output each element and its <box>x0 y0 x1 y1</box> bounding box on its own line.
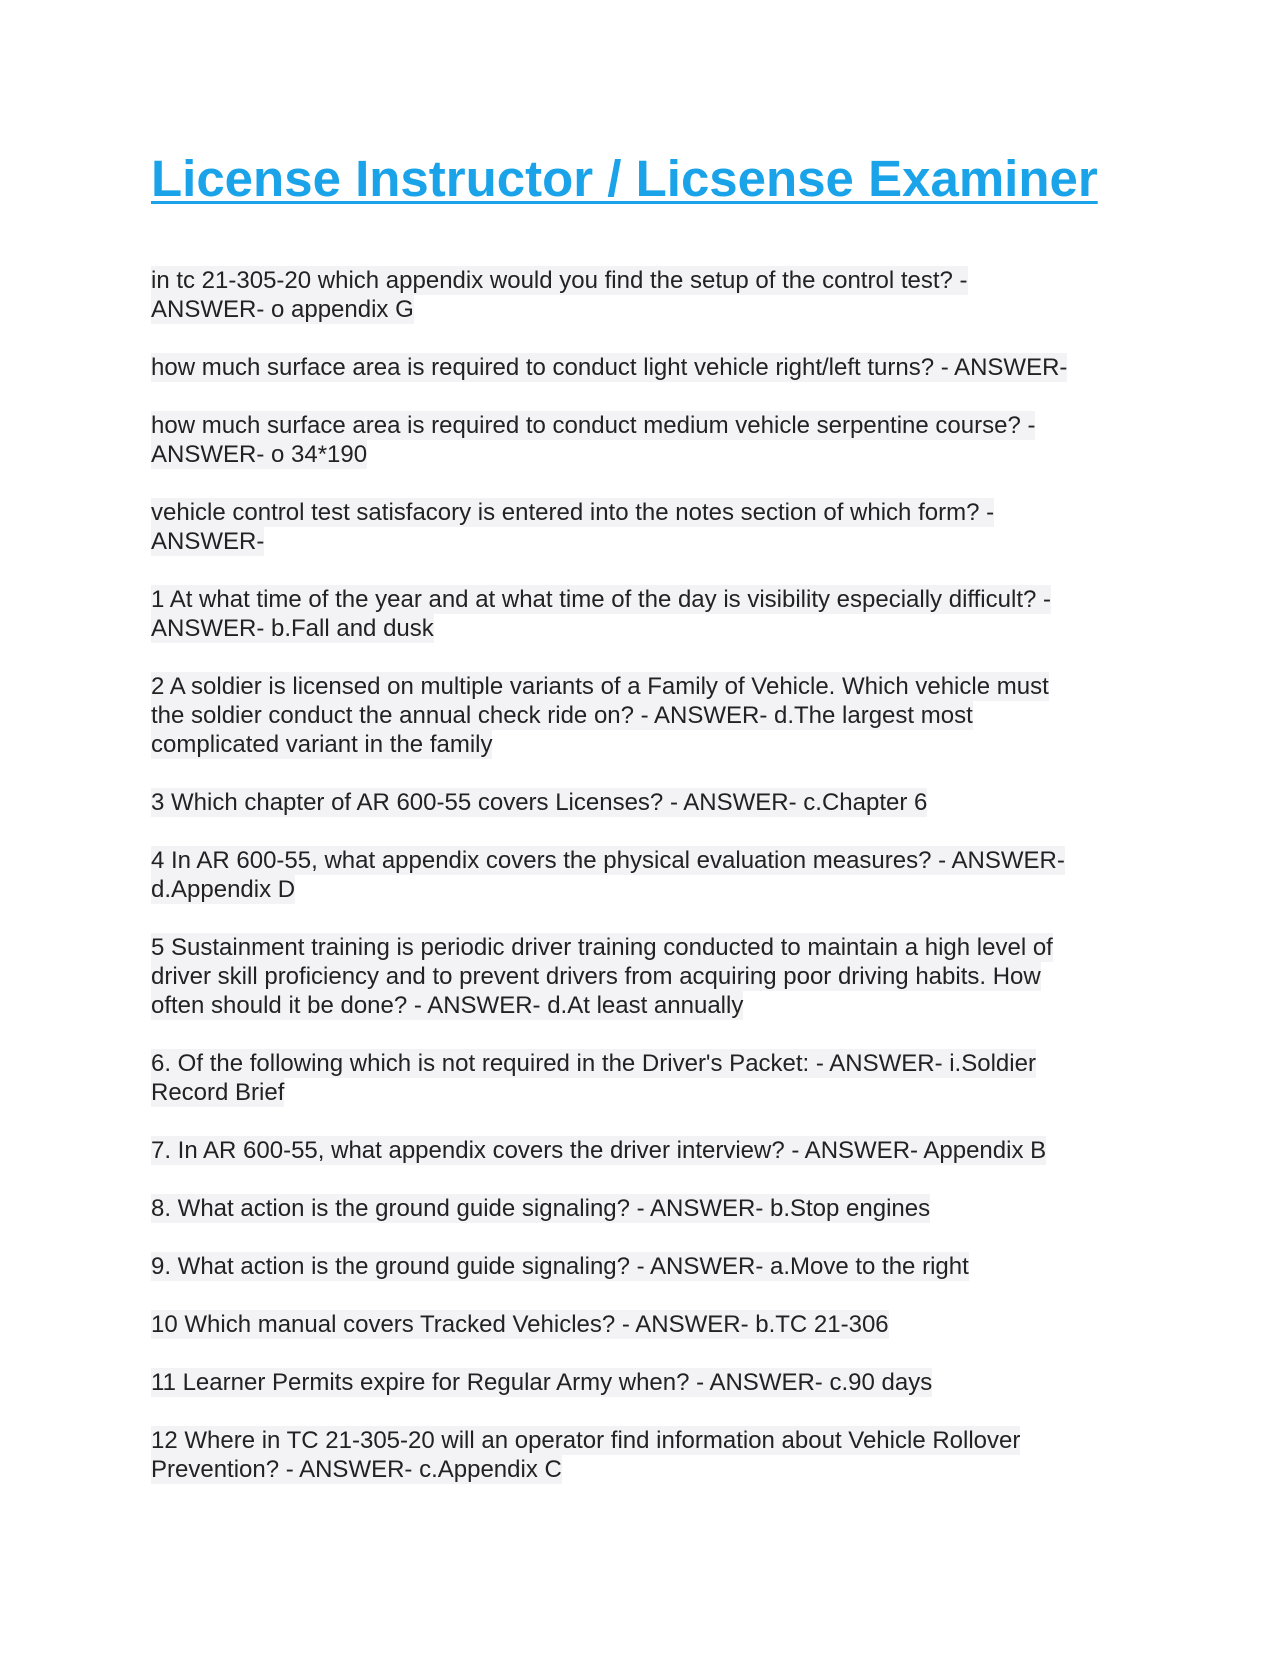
qa-line: how much surface area is required to conduct medium vehicle serpentine course? - <box>151 412 1036 439</box>
qa-line: 7. In AR 600-55, what appendix covers the driver interview? - ANSWER- Appendix B <box>151 1137 1047 1164</box>
qa-item <box>151 1426 1151 1484</box>
qa-item <box>151 1368 1151 1397</box>
qa-item <box>151 266 1151 324</box>
qa-line: ANSWER- o 34*190 <box>151 441 368 468</box>
qa-line: 3 Which chapter of AR 600-55 covers Licenses? - ANSWER- c.Chapter 6 <box>151 789 928 816</box>
qa-line: d.Appendix D <box>151 876 296 903</box>
qa-line: 6. Of the following which is not required in the Driver's Packet: - ANSWER- i.Soldier <box>151 1050 1036 1077</box>
qa-line: 2 A soldier is licensed on multiple variants of a Family of Vehicle. Which vehicle must <box>151 673 1049 700</box>
qa-line: ANSWER- <box>151 528 265 555</box>
qa-line: 10 Which manual covers Tracked Vehicles? - ANSWER- b.TC 21-306 <box>151 1311 889 1338</box>
qa-line: driver skill proficiency and to prevent drivers from acquiring poor driving habits. How <box>151 963 1041 990</box>
qa-line: 5 Sustainment training is periodic driver training conducted to maintain a high level of <box>151 934 1053 961</box>
qa-item <box>151 672 1151 759</box>
qa-line: ANSWER- b.Fall and dusk <box>151 615 434 642</box>
qa-list <box>151 266 1151 1513</box>
qa-item <box>151 1049 1151 1107</box>
qa-line: how much surface area is required to conduct light vehicle right/left turns? - ANSWER- <box>151 354 1068 381</box>
qa-item <box>151 1194 1151 1223</box>
qa-line: often should it be done? - ANSWER- d.At least annually <box>151 992 744 1019</box>
qa-line: complicated variant in the family <box>151 731 493 758</box>
qa-line: ANSWER- o appendix G <box>151 296 414 323</box>
qa-line: vehicle control test satisfacory is entered into the notes section of which form? - <box>151 499 995 526</box>
qa-item <box>151 1252 1151 1281</box>
qa-line: Record Brief <box>151 1079 285 1106</box>
qa-line: 1 At what time of the year and at what time of the day is visibility especially difficult? - <box>151 586 1051 613</box>
qa-item <box>151 1136 1151 1165</box>
qa-line: 12 Where in TC 21-305-20 will an operator find information about Vehicle Rollover <box>151 1427 1021 1454</box>
qa-line: 9. What action is the ground guide signaling? - ANSWER- a.Move to the right <box>151 1253 969 1280</box>
qa-item <box>151 585 1151 643</box>
qa-line: the soldier conduct the annual check ride on? - ANSWER- d.The largest most <box>151 702 973 729</box>
qa-item <box>151 411 1151 469</box>
document-title: License Instructor / Licsense Examiner <box>151 150 1098 207</box>
qa-item <box>151 846 1151 904</box>
qa-item <box>151 1310 1151 1339</box>
qa-line: 11 Learner Permits expire for Regular Army when? - ANSWER- c.90 days <box>151 1369 933 1396</box>
qa-item <box>151 933 1151 1020</box>
qa-line: in tc 21-305-20 which appendix would you find the setup of the control test? - <box>151 267 968 294</box>
qa-item <box>151 788 1151 817</box>
qa-line: 8. What action is the ground guide signaling? - ANSWER- b.Stop engines <box>151 1195 931 1222</box>
qa-line: 4 In AR 600-55, what appendix covers the physical evaluation measures? - ANSWER- <box>151 847 1065 874</box>
qa-item <box>151 353 1151 382</box>
qa-line: Prevention? - ANSWER- c.Appendix C <box>151 1456 562 1483</box>
qa-item <box>151 498 1151 556</box>
